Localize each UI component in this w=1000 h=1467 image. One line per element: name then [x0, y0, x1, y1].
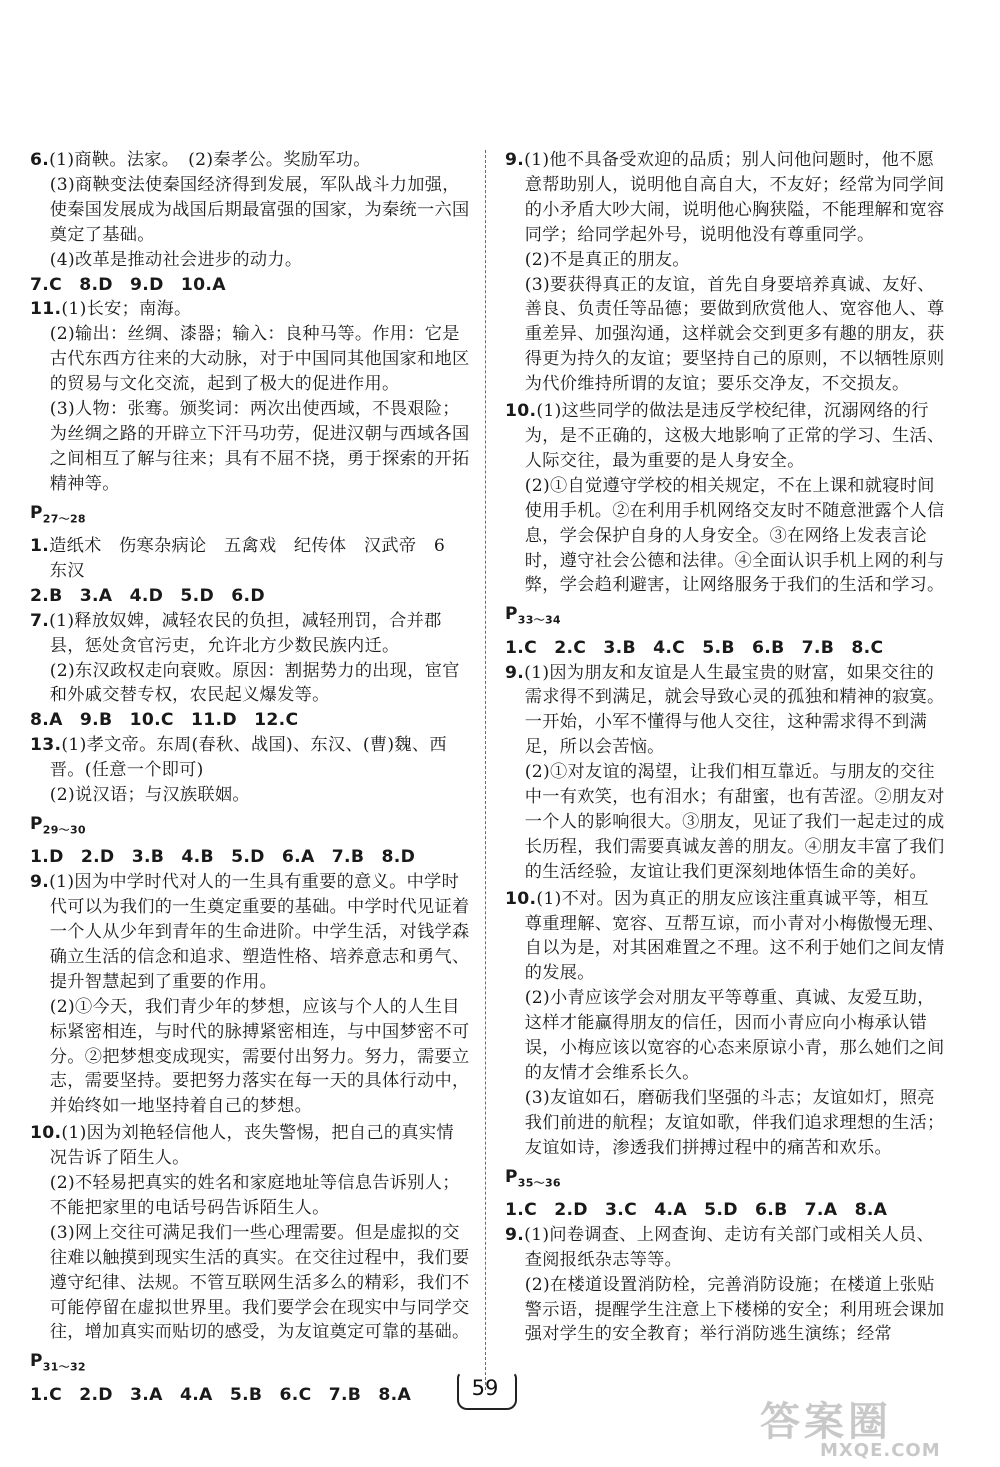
mc-answer: 5.D	[704, 1199, 738, 1220]
question-number: 10.	[30, 1123, 62, 1144]
question-number: 9.	[505, 662, 525, 683]
answer-text: (1)因为朋友和友谊是人生最宝贵的财富，如果交往的需求得不到满足，就会导致心灵的孤独和精神的寂寞。一开始，小军不懂得与他人交往，这种需求得不到满足，所以会苦恼。	[524, 662, 945, 758]
question-number: 1.	[30, 535, 50, 556]
answer-text: (1)释放奴婢，减轻农民的负担，减轻刑罚，合并郡县，惩处贪官污吏，允许北方少数民族内迁。	[49, 610, 442, 656]
mc-answer: 4.C	[653, 637, 686, 658]
mc-answer: 3.A	[79, 585, 113, 606]
mc-answer: 8.A	[30, 710, 63, 731]
mc-answer: 4.A	[179, 1384, 213, 1405]
answer-text: 造纸术 伤寒杂病论 五禽戏 纪传体 汉武帝 6 东汉	[49, 535, 463, 581]
answer-text: (2)①自觉遵守学校的相关规定，不在上课和就寝时间使用手机。②在利用手机网络交友时不随意泄露个人信息，学会保护自身的人身安全。③在网络上发表言论时，遵守社会公德和法律。④全面认识手机上网的利与弊，学会趋利避害，让网络服务于我们的生活和学习。	[524, 475, 945, 596]
page-number: 59	[455, 1368, 515, 1408]
question-7	[30, 609, 470, 709]
question-number: 9.	[505, 150, 525, 170]
multiple-choice-row	[505, 1198, 945, 1223]
question-number: 9.	[505, 1224, 525, 1245]
question-1	[30, 534, 470, 584]
mc-answer: 12.C	[254, 710, 299, 731]
answer-text: (2)东汉政权走向衰败。原因：割据势力的出现，宦官和外戚交替专权，农民起义爆发等。	[49, 660, 460, 706]
answer-text: (2)①今天，我们青少年的梦想，应该与个人的人生目标紧密相连，与时代的脉搏紧密相连，与中国梦密不可分。②把梦想变成现实，需要付出努力。努力，需要立志，需要坚持。要把努力落实在每一天的具体行动中，并始终如一地坚持着自己的梦想。	[49, 996, 470, 1117]
answer-text: (3)网上交往可满足我们一些心理需要。但是虚拟的交往难以触摸到现实生活的真实。在交往过程中，我们要遵守纪律、法规。不管互联网生活多么的精彩，我们不可能停留在虚拟世界里。我们要学会在现实中与同学交往，增加真实而贴切的感受，为友谊奠定可靠的基础。	[49, 1222, 470, 1343]
mc-answer: 6.B	[751, 637, 785, 658]
answer-text: (1)因为刘艳轻信他人，丧失警惕，把自己的真实情况告诉了陌生人。	[49, 1123, 454, 1169]
answer-text: (2)小青应该学会对朋友平等尊重、真诚、友爱互助，这样才能赢得朋友的信任，因而小青应向小梅承认错误，小梅应该以宽容的心态来原谅小青，那么她们之间的友情才会维系长久。	[524, 988, 945, 1084]
multiple-choice-row	[505, 636, 945, 661]
mc-answer: 7.A	[804, 1199, 838, 1220]
answer-text: (3)人物：张骞。颁奖词：两次出使西域，不畏艰险；为丝绸之路的开辟立下汗马功劳，促进汉朝与西域各国之间相互了解与往来；具有不屈不挠，勇于探索的开拓精神等。	[49, 399, 470, 494]
question-10	[505, 887, 945, 1161]
mc-answer: 4.D	[129, 585, 164, 606]
question-number: 10.	[505, 401, 537, 422]
watermark-url: MXQE.COM	[820, 1440, 941, 1461]
question-number: 13.	[30, 735, 62, 756]
answer-text: (1)他不具备受欢迎的品质；别人问他问题时，他不愿意帮助别人，说明他自高自大，不友好；经常为同学间的小矛盾大吵大闹，说明他心胸狭隘，不能理解和宽容同学；给同学起外号，说明他没有尊重同学。	[524, 150, 945, 245]
multiple-choice-row	[30, 584, 470, 609]
question-6	[30, 148, 470, 273]
section-heading: $P_{27\sim 28}$	[30, 502, 86, 526]
answer-text: (1)因为中学时代对人的一生具有重要的意义。中学时代可以为我们的一生奠定重要的基础。中学时代见证着一个人从少年到青年的生命进阶。中学生活，对钱学森确立生活的信念和追求、塑造性格、培养意志和勇气、提升智慧起到了重要的作用。	[49, 872, 470, 992]
mc-answer: 1.C	[505, 637, 538, 658]
mc-answer: 10.C	[129, 710, 174, 731]
mc-answer: 6.C	[279, 1384, 312, 1405]
section-heading: $P_{31\sim 32}$	[30, 1351, 86, 1374]
section-heading: $P_{35\sim 36}$	[505, 1166, 561, 1190]
answer-text: (3)要获得真正的友谊，首先自身要培养真诚、友好、善良、负责任等品德；要做到欣赏他人、宽容他人、尊重差异、加强沟通，这样就会交到更多有趣的朋友，获得更为持久的友谊；要坚持自己的原则，不以牺牲原则为代价维持所谓的友谊；要乐交净友，不交损友。	[524, 274, 945, 395]
answer-text: (2)①对友谊的渴望，让我们相互靠近。与朋友的交往中一有欢笑，也有泪水；有甜蜜，也有苦涩。②朋友对一个人的影响很大。③朋友，见证了我们一起走过的成长历程，我们需要真诚友善的朋友。④朋友丰富了我们的生活经验，友谊让我们更深刻地体悟生命的美好。	[524, 762, 945, 882]
mc-answer: 1.C	[30, 1384, 63, 1405]
mc-answer: 5.D	[180, 585, 215, 606]
mc-answer: 4.B	[181, 847, 214, 868]
answer-text: (1)问卷调查、上网查询、走访有关部门或相关人员、查阅报纸杂志等等。	[524, 1224, 935, 1270]
section-heading: $P_{29\sim 30}$	[30, 813, 86, 837]
mc-answer: 5.B	[229, 1384, 263, 1405]
mc-answer: 6.B	[754, 1199, 788, 1220]
column-divider	[485, 150, 486, 1390]
answer-text: (1)长安；南海。	[61, 299, 192, 320]
question-9	[30, 870, 470, 1119]
mc-answer: 6.D	[231, 585, 265, 606]
mc-answer: 9.B	[79, 710, 113, 731]
mc-answer: 3.B	[603, 637, 636, 658]
mc-answer: 2.D	[80, 847, 115, 868]
mc-answer: 3.B	[131, 847, 165, 868]
answer-text: (2)说汉语；与汉族联姻。	[49, 785, 250, 806]
question-number: 11.	[30, 299, 62, 320]
answer-text: (3)商鞅变法使秦国经济得到发展，军队战斗力加强，使秦国发展成为战国后期最富强的国家，为秦统一六国奠定了基础。	[49, 174, 470, 245]
right-column	[505, 148, 945, 1347]
answer-text: (1)商鞅。法家。 (2)秦孝公。奖励军功。	[49, 150, 371, 170]
multiple-choice-row	[30, 708, 470, 733]
mc-answer: 8.A	[854, 1199, 888, 1220]
answer-text: (4)改革是推动社会进步的动力。	[49, 249, 303, 270]
question-9	[505, 661, 945, 885]
mc-answer: 6.A	[281, 847, 315, 868]
mc-answer: 5.B	[702, 637, 735, 658]
left-column	[30, 148, 470, 1408]
answer-text: (1)不对。因为真正的朋友应该注重真诚平等，相互尊重理解、宽容、互帮互谅，而小青对小梅傲慢无理、自以为是，对其困难置之不理。这不利于她们之间友情的发展。	[524, 888, 945, 984]
mc-answer: 7.B	[328, 1384, 362, 1405]
mc-answer: 2.D	[554, 1199, 588, 1220]
mc-answer: 2.C	[554, 637, 587, 658]
question-9	[505, 148, 945, 397]
mc-answer: 5.D	[231, 847, 265, 868]
mc-answer: 7.B	[801, 637, 835, 658]
answer-text: (2)输出：丝绸、漆器；输入：良种马等。作用：它是古代东西方往来的大动脉，对于中国同其他国家和地区的贸易与文化交流，起到了极大的促进作用。	[49, 324, 470, 395]
mc-answer: 2.D	[79, 1384, 113, 1405]
mc-answer: 8.A	[378, 1384, 412, 1405]
answer-text: (2)不是真正的朋友。	[524, 249, 690, 270]
mc-answer: 1.D	[30, 847, 64, 868]
watermark-text: 答案圈	[760, 1399, 892, 1445]
question-number: 10.	[505, 888, 537, 909]
watermark-logo	[760, 1400, 990, 1460]
question-10	[30, 1121, 470, 1345]
answer-text: (1)孝文帝。东周(春秋、战国)、东汉、(曹)魏、西晋。(任意一个即可)	[49, 735, 447, 781]
mc-answer: 1.C	[505, 1199, 538, 1220]
answer-text: (2)不轻易把真实的姓名和家庭地址等信息告诉别人；不能把家里的电话号码告诉陌生人。	[49, 1173, 460, 1218]
mc-answer: 9.D	[130, 274, 164, 295]
question-9	[505, 1223, 945, 1348]
question-13	[30, 733, 470, 808]
question-10	[505, 399, 945, 598]
mc-answer: 10.A	[180, 274, 226, 295]
multiple-choice-row	[30, 1383, 470, 1408]
question-11	[30, 297, 470, 496]
question-number: 6.	[30, 150, 50, 170]
mc-answer: 8.D	[79, 274, 113, 295]
mc-answer: 4.A	[654, 1199, 687, 1220]
mc-answer: 8.C	[851, 637, 884, 658]
mc-answer: 3.A	[130, 1384, 163, 1405]
mc-answer: 2.B	[30, 585, 63, 606]
section-heading: $P_{33\sim 34}$	[505, 604, 561, 627]
multiple-choice-row	[30, 845, 470, 870]
mc-answer: 11.D	[191, 710, 237, 731]
question-number: 9.	[30, 872, 50, 893]
mc-answer: 7.B	[331, 847, 365, 868]
mc-answer: 3.C	[605, 1199, 638, 1220]
answer-text: (3)友谊如石，磨砺我们坚强的斗志；友谊如灯，照亮我们前进的航程；友谊如歌，伴我们追求理想的生活；友谊如诗，渗透我们拼搏过程中的痛苦和欢乐。	[524, 1087, 945, 1158]
mc-answer: 8.D	[381, 847, 416, 868]
multiple-choice-row	[30, 273, 470, 298]
question-number: 7.	[30, 610, 50, 631]
answer-text: (1)这些同学的做法是违反学校纪律，沉溺网络的行为，是不正确的，这极大地影响了正常的学习、生活、人际交往，最为重要的是人身安全。	[524, 401, 945, 471]
mc-answer: 7.C	[30, 274, 63, 295]
answer-text: (2)在楼道设置消防栓，完善消防设施；在楼道上张贴警示语，提醒学生注意上下楼梯的安全；利用班会课加强对学生的安全教育；举行消防逃生演练；经常	[524, 1274, 945, 1345]
